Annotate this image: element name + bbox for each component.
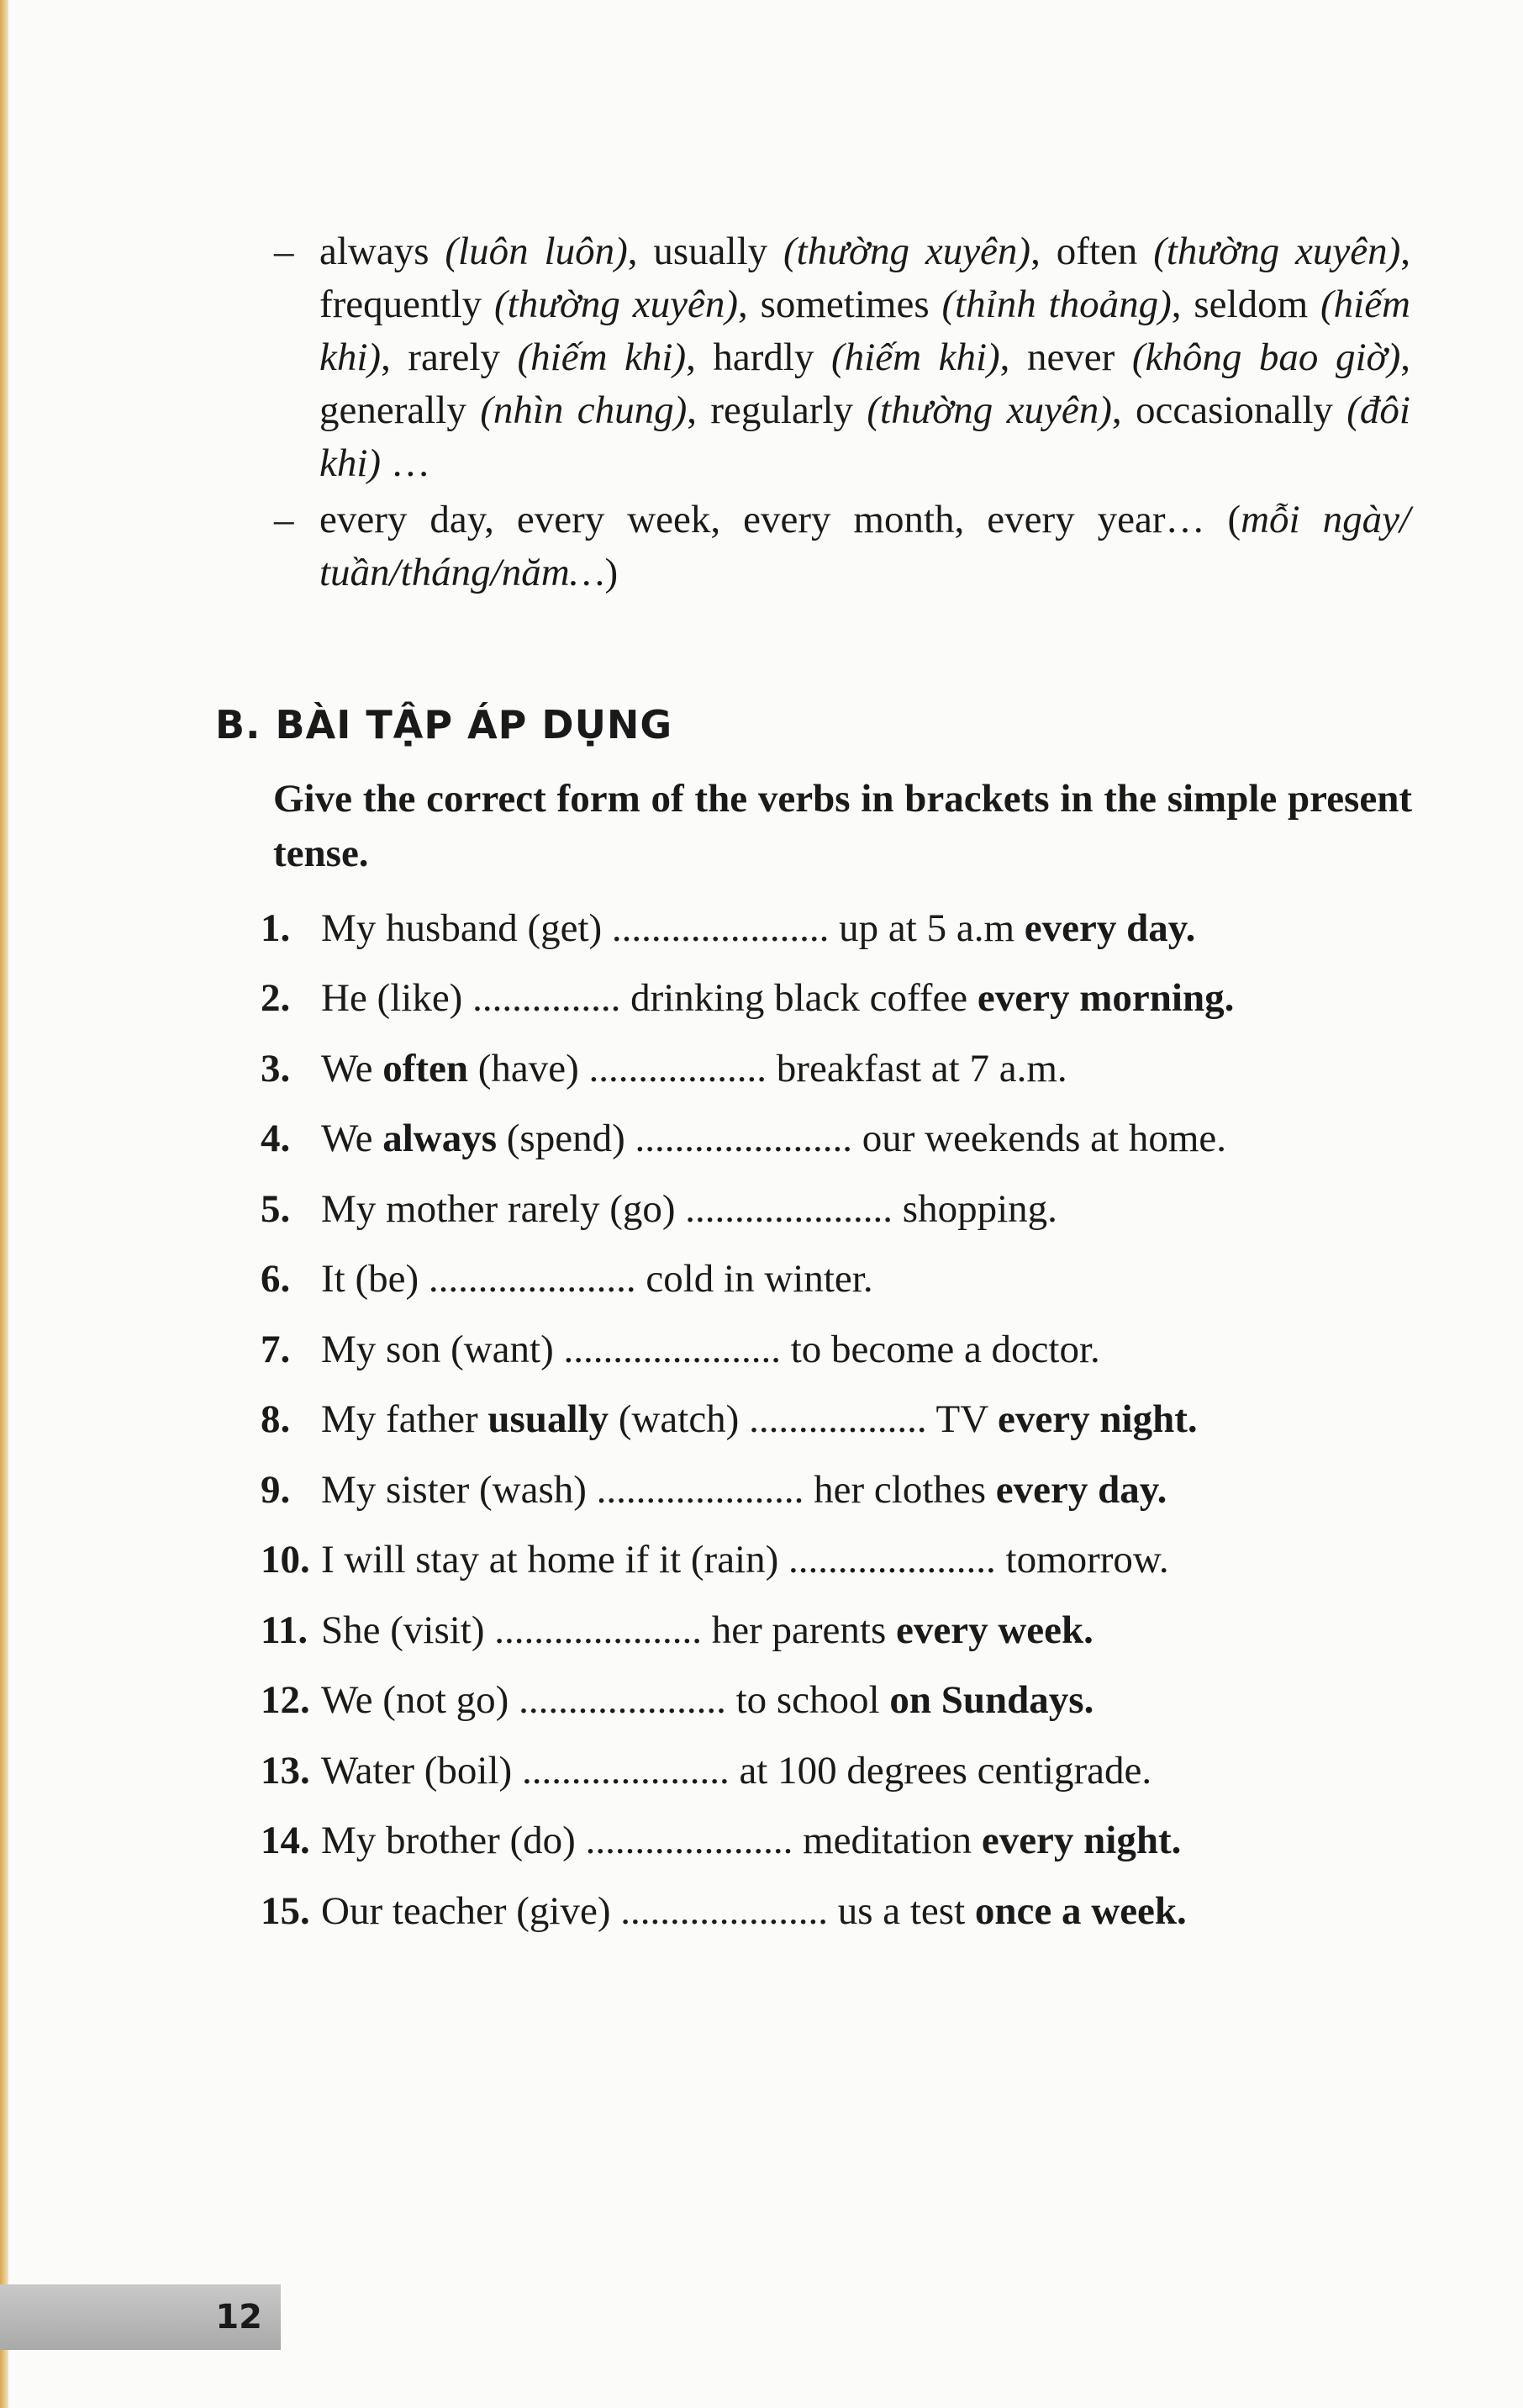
sentence-text: I will stay at home if it (rain) ..................... tomorrow. [321,1538,1169,1582]
exercise-item [261,1806,1420,1877]
english-text: , hardly [686,335,832,379]
sentence-text: My father [321,1397,488,1442]
exercise-text [321,1397,1198,1442]
exercise-number: 13. [261,1748,310,1793]
vietnamese-translation: (hiếm khi) [831,335,1000,379]
exercise-text [321,1677,1094,1723]
exercise-text [321,1186,1057,1232]
emphasis-text: always [382,1117,498,1161]
exercise-number: 11. [261,1608,308,1652]
adverb-list [274,225,1410,603]
vietnamese-translation: (luôn luôn) [445,230,628,273]
vietnamese-translation: (đôi khi) [319,388,1410,485]
exercise-list [261,893,1420,1946]
sentence-text: (watch) .................. TV [609,1397,999,1442]
vietnamese-translation: (nhìn chung) [480,388,688,432]
sentence-text: Water (boil) ..................... at 100 degrees centigrade. [321,1748,1152,1793]
exercise-item [261,1104,1420,1175]
sentence-text: My sister (wash) ..................... her clothes [321,1467,996,1512]
emphasis-text: usually [487,1397,609,1442]
section-heading: B. BÀI TẬP ÁP DỤNG [215,702,673,747]
exercise-text [321,1748,1151,1793]
exercise-number: 2. [261,976,291,1021]
english-text: , never [999,335,1132,379]
page-number-box [0,2284,281,2350]
exercise-item [261,1666,1420,1736]
exercise-number: 15. [261,1888,310,1933]
english-text: , frequently [319,230,1410,326]
exercise-instruction: Give the correct form of the verbs in brackets in the simple present tense. [273,777,1412,875]
english-text: , regularly [687,388,867,432]
exercise-text [321,1256,873,1302]
vietnamese-translation: (không bao giờ) [1131,335,1401,379]
exercise-number: 4. [261,1117,291,1161]
emphasis-text: every morning. [977,976,1235,1021]
exercise-item [261,1385,1420,1455]
vietnamese-translation: mỗi ngày/ tuần/tháng/năm… [319,498,1410,594]
sentence-text: We [321,1046,383,1090]
vietnamese-translation: (thường xuyên) [867,388,1112,432]
exercise-text [321,1608,1094,1653]
sentence-text: (spend) ...................... our weekends at home. [497,1117,1227,1161]
english-text: every day, every week, every month, every year… ( [319,498,1241,541]
sentence-text: We (not go) ..................... to school [321,1678,890,1723]
exercise-text [321,1467,1167,1513]
exercise-item [261,1455,1420,1525]
exercise-item [261,1595,1420,1666]
english-text: , generally [319,335,1410,432]
exercise-text [321,1888,1187,1934]
exercise-number: 14. [261,1819,310,1863]
emphasis-text: on Sundays. [889,1678,1094,1723]
exercise-text [321,1818,1181,1863]
exercise-text [321,1327,1100,1372]
dash-marker: – [274,230,294,273]
vietnamese-translation: (thường xuyên) [1153,230,1401,273]
english-text: , seldom [1171,283,1320,326]
exercise-text [321,906,1195,951]
emphasis-text: every day. [1024,906,1196,950]
english-text: , rarely [381,335,518,379]
exercise-number: 6. [261,1257,291,1302]
vietnamese-translation: (thường xuyên) [783,230,1031,273]
exercise-item [261,1525,1420,1596]
emphasis-text: every night. [998,1397,1198,1442]
vietnamese-translation: (hiếm khi) [319,283,1410,379]
english-text: , sometimes [737,283,942,326]
sentence-text: He (like) ............... drinking black coffee [321,976,978,1021]
vietnamese-translation: (thỉnh thoảng) [941,283,1172,326]
sentence-text: My husband (get) ...................... up at 5 a.m [321,906,1025,950]
page-edge [0,0,8,2408]
exercise-item [261,1244,1420,1315]
english-text: , often [1030,230,1154,273]
emphasis-text: every night. [981,1819,1182,1863]
page-number: 12 [215,2298,262,2337]
emphasis-text: every week. [896,1608,1094,1652]
emphasis-text: every day. [995,1467,1167,1512]
exercise-item [261,1876,1420,1946]
exercise-number: 9. [261,1467,291,1512]
sentence-text: It (be) ..................... cold in winter. [321,1257,873,1302]
sentence-text: My mother rarely (go) ..................... shopping. [321,1186,1057,1231]
exercise-text [321,1116,1226,1161]
exercise-item [261,1033,1420,1104]
exercise-item [261,1174,1420,1244]
emphasis-text: often [382,1046,469,1090]
vietnamese-translation: (thường xuyên) [493,283,738,326]
dash-marker: – [274,498,294,541]
sentence-text: (have) .................. breakfast at 7 a.m. [468,1046,1067,1090]
exercise-number: 3. [261,1046,291,1090]
exercise-number: 12. [261,1678,310,1723]
exercise-number: 1. [261,906,291,950]
bullet-item [274,494,1410,599]
sentence-text: Our teacher (give) ..................... us a test [321,1888,975,1933]
vietnamese-translation: (hiếm khi) [517,335,687,379]
exercise-number: 7. [261,1327,291,1371]
exercise-number: 10. [261,1538,310,1582]
exercise-text [321,975,1234,1021]
english-text: ) [604,551,619,594]
exercise-item [261,893,1420,964]
exercise-text [321,1046,1067,1091]
sentence-text: She (visit) ..................... her parents [321,1608,897,1652]
sentence-text: My brother (do) ..................... meditation [321,1819,982,1863]
english-text: , occasionally [1111,388,1347,432]
exercise-item [261,964,1420,1034]
english-text: always [319,230,445,273]
exercise-text [321,1537,1169,1582]
english-text: … [381,441,430,485]
exercise-item [261,1314,1420,1385]
exercise-number: 8. [261,1397,291,1442]
sentence-text: My son (want) ...................... to become a doctor. [321,1327,1100,1371]
emphasis-text: once a week. [974,1888,1187,1933]
bullet-item [274,225,1410,490]
exercise-item [261,1735,1420,1806]
exercise-number: 5. [261,1186,291,1231]
sentence-text: We [321,1117,383,1161]
english-text: , usually [627,230,784,273]
